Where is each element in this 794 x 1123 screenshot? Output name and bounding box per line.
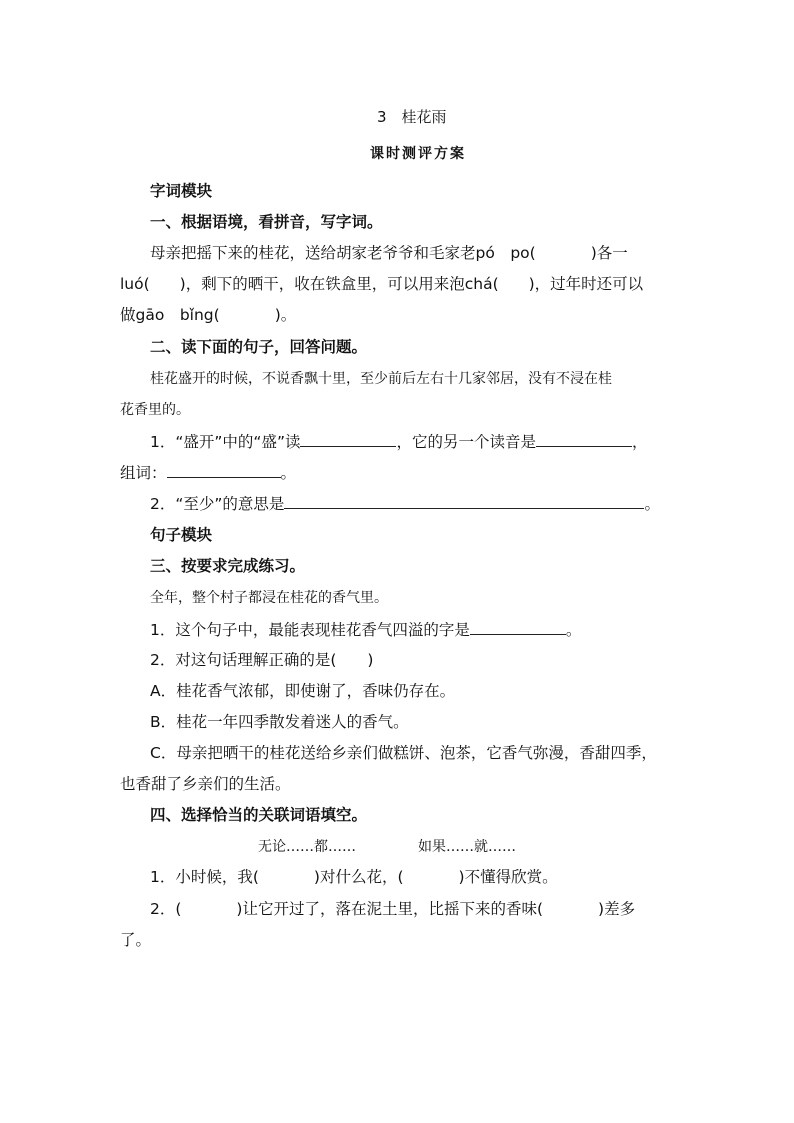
answer-blank[interactable] <box>167 461 281 478</box>
q4-item-1: 1．小时候，我( )对什么花，( )不懂得欣赏。 <box>150 868 558 886</box>
q3-option-c-line-1: C．母亲把晒干的桂花送给乡亲们做糕饼、泡茶，它香气弥漫，香甜四季， <box>150 744 657 762</box>
q1-line-1: 母亲把摇下来的桂花，送给胡家老爷爷和毛家老pó po( )各一 <box>150 244 628 262</box>
q1-line-2: luó( )，剩下的晒干，收在铁盒里，可以用来泡chá( )，过年时还可以 <box>120 275 644 293</box>
q4-heading: 四、选择恰当的关联词语填空。 <box>150 806 368 824</box>
q2-item-2: 2．“至少”的意思是 。 <box>150 492 660 515</box>
q3-option-b: B．桂花一年四季散发着迷人的香气。 <box>150 713 409 731</box>
q2-passage-line-2: 花香里的。 <box>120 402 190 418</box>
q4-choice-2: 如果……就…… <box>418 839 516 855</box>
q3-item-2: 2．对这句话理解正确的是( ) <box>150 651 374 669</box>
answer-blank[interactable] <box>300 430 396 447</box>
answer-blank[interactable] <box>470 618 566 635</box>
answer-blank[interactable] <box>284 492 644 509</box>
q4-choice-1: 无论……都…… <box>258 839 356 855</box>
q2-item-1: 1．“盛开”中的“盛”读 ，它的另一个读音是 ， <box>150 430 648 453</box>
q2-passage-line-1: 桂花盛开的时候，不说香飘十里，至少前后左右十几家邻居，没有不浸在桂 <box>150 371 612 387</box>
lesson-title: 3 桂花雨 <box>377 108 447 126</box>
q1-line-3: 做gāo bǐng( )。 <box>120 306 297 324</box>
answer-blank[interactable] <box>536 430 632 447</box>
q3-sentence: 全年，整个村子都浸在桂花的香气里。 <box>150 590 388 606</box>
q3-item-1: 1．这个句子中，最能表现桂花香气四溢的字是 。 <box>150 618 581 641</box>
q2-item-1-cont: 组词： 。 <box>120 461 296 484</box>
q2-heading: 二、读下面的句子，回答问题。 <box>150 338 368 356</box>
q4-item-2: 2．( )让它开过了，落在泥土里，比摇下来的香味( )差多 <box>150 900 636 918</box>
q3-heading: 三、按要求完成练习。 <box>150 557 306 575</box>
section-heading-words: 字词模块 <box>150 182 213 200</box>
lesson-subtitle: 课时测评方案 <box>370 146 466 162</box>
q3-option-a: A．桂花香气浓郁，即使谢了，香味仍存在。 <box>150 682 456 700</box>
q1-heading: 一、根据语境，看拼音，写字词。 <box>150 213 383 231</box>
section-heading-sentences: 句子模块 <box>150 526 213 544</box>
q3-option-c-line-2: 也香甜了乡亲们的生活。 <box>120 775 291 793</box>
q4-item-2-cont: 了。 <box>120 931 152 949</box>
